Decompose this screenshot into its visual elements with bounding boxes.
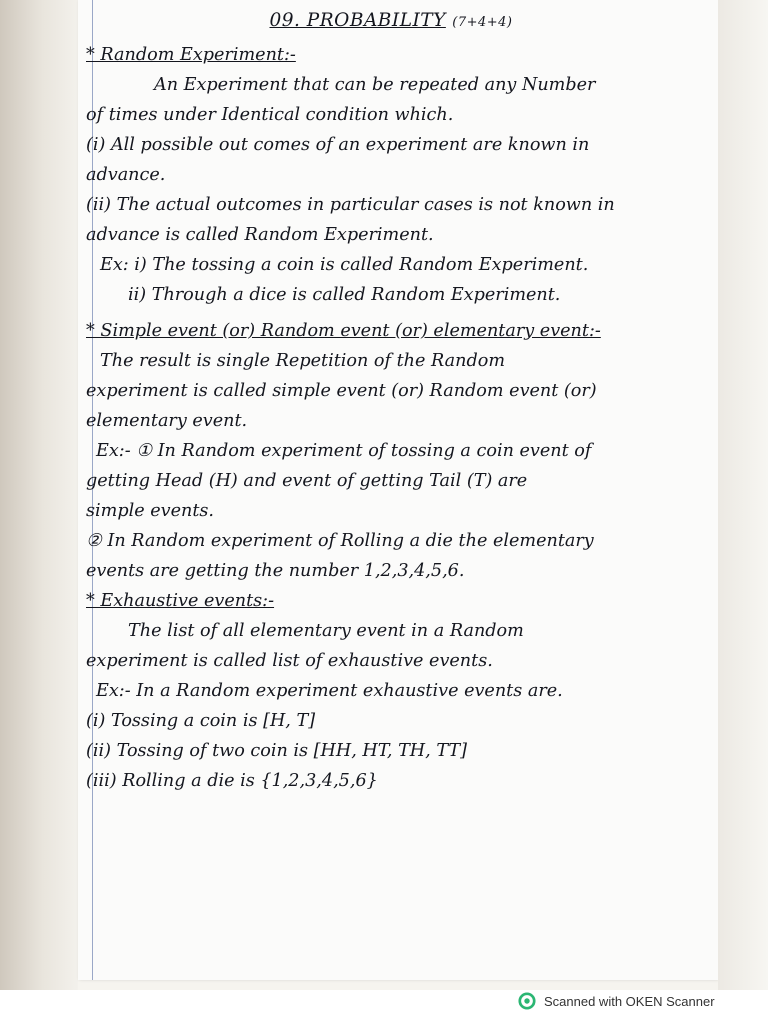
note-line: (ii) The actual outcomes in particular cases is not known in <box>86 195 615 215</box>
oken-scanner-logo-icon <box>518 992 536 1010</box>
handwritten-notes <box>86 6 696 796</box>
example-line: (iii) Rolling a die is {1,2,3,4,5,6} <box>86 771 378 791</box>
page-right-edge <box>718 0 768 990</box>
example-line: getting Head (H) and event of getting Tail (T) are <box>86 471 528 491</box>
title-text: 09. PROBABILITY <box>269 10 446 31</box>
note-line: advance is called Random Experiment. <box>86 225 434 245</box>
note-line: advance. <box>86 165 166 185</box>
note-line: of times under Identical condition which. <box>86 105 454 125</box>
example-line: ii) Through a dice is called Random Experiment. <box>128 285 561 305</box>
scanner-watermark-text: Scanned with OKEN Scanner <box>544 993 715 1009</box>
example-line: (i) Tossing a coin is [H, T] <box>86 711 316 731</box>
heading-simple-event: * Simple event (or) Random event (or) elementary event:- <box>86 321 601 341</box>
note-line: elementary event. <box>86 411 248 431</box>
note-line: experiment is called list of exhaustive events. <box>86 651 493 671</box>
example-line: Ex:- In a Random experiment exhaustive events are. <box>96 681 563 701</box>
notebook-binding-shadow <box>0 0 78 990</box>
note-line: An Experiment that can be repeated any Number <box>154 75 596 95</box>
example-line: simple events. <box>86 501 215 521</box>
heading-exhaustive-events: * Exhaustive events:- <box>86 591 275 611</box>
example-line: events are getting the number 1,2,3,4,5,6. <box>86 561 465 581</box>
title-marks: (7+4+4) <box>452 15 513 30</box>
scanner-footer <box>518 991 715 1011</box>
example-line: Ex: i) The tossing a coin is called Random Experiment. <box>100 255 589 275</box>
example-line: Ex:- ① In Random experiment of tossing a coin event of <box>96 441 592 461</box>
note-line: (i) All possible out comes of an experiment are known in <box>86 135 590 155</box>
note-line: experiment is called simple event (or) Random event (or) <box>86 381 597 401</box>
example-line: (ii) Tossing of two coin is [HH, HT, TH, TT] <box>86 741 467 761</box>
example-line: ② In Random experiment of Rolling a die the elementary <box>86 531 594 551</box>
note-line: The result is single Repetition of the Random <box>100 351 506 371</box>
page-title <box>86 6 696 36</box>
heading-random-experiment: * Random Experiment:- <box>86 45 296 65</box>
note-line: The list of all elementary event in a Random <box>128 621 524 641</box>
